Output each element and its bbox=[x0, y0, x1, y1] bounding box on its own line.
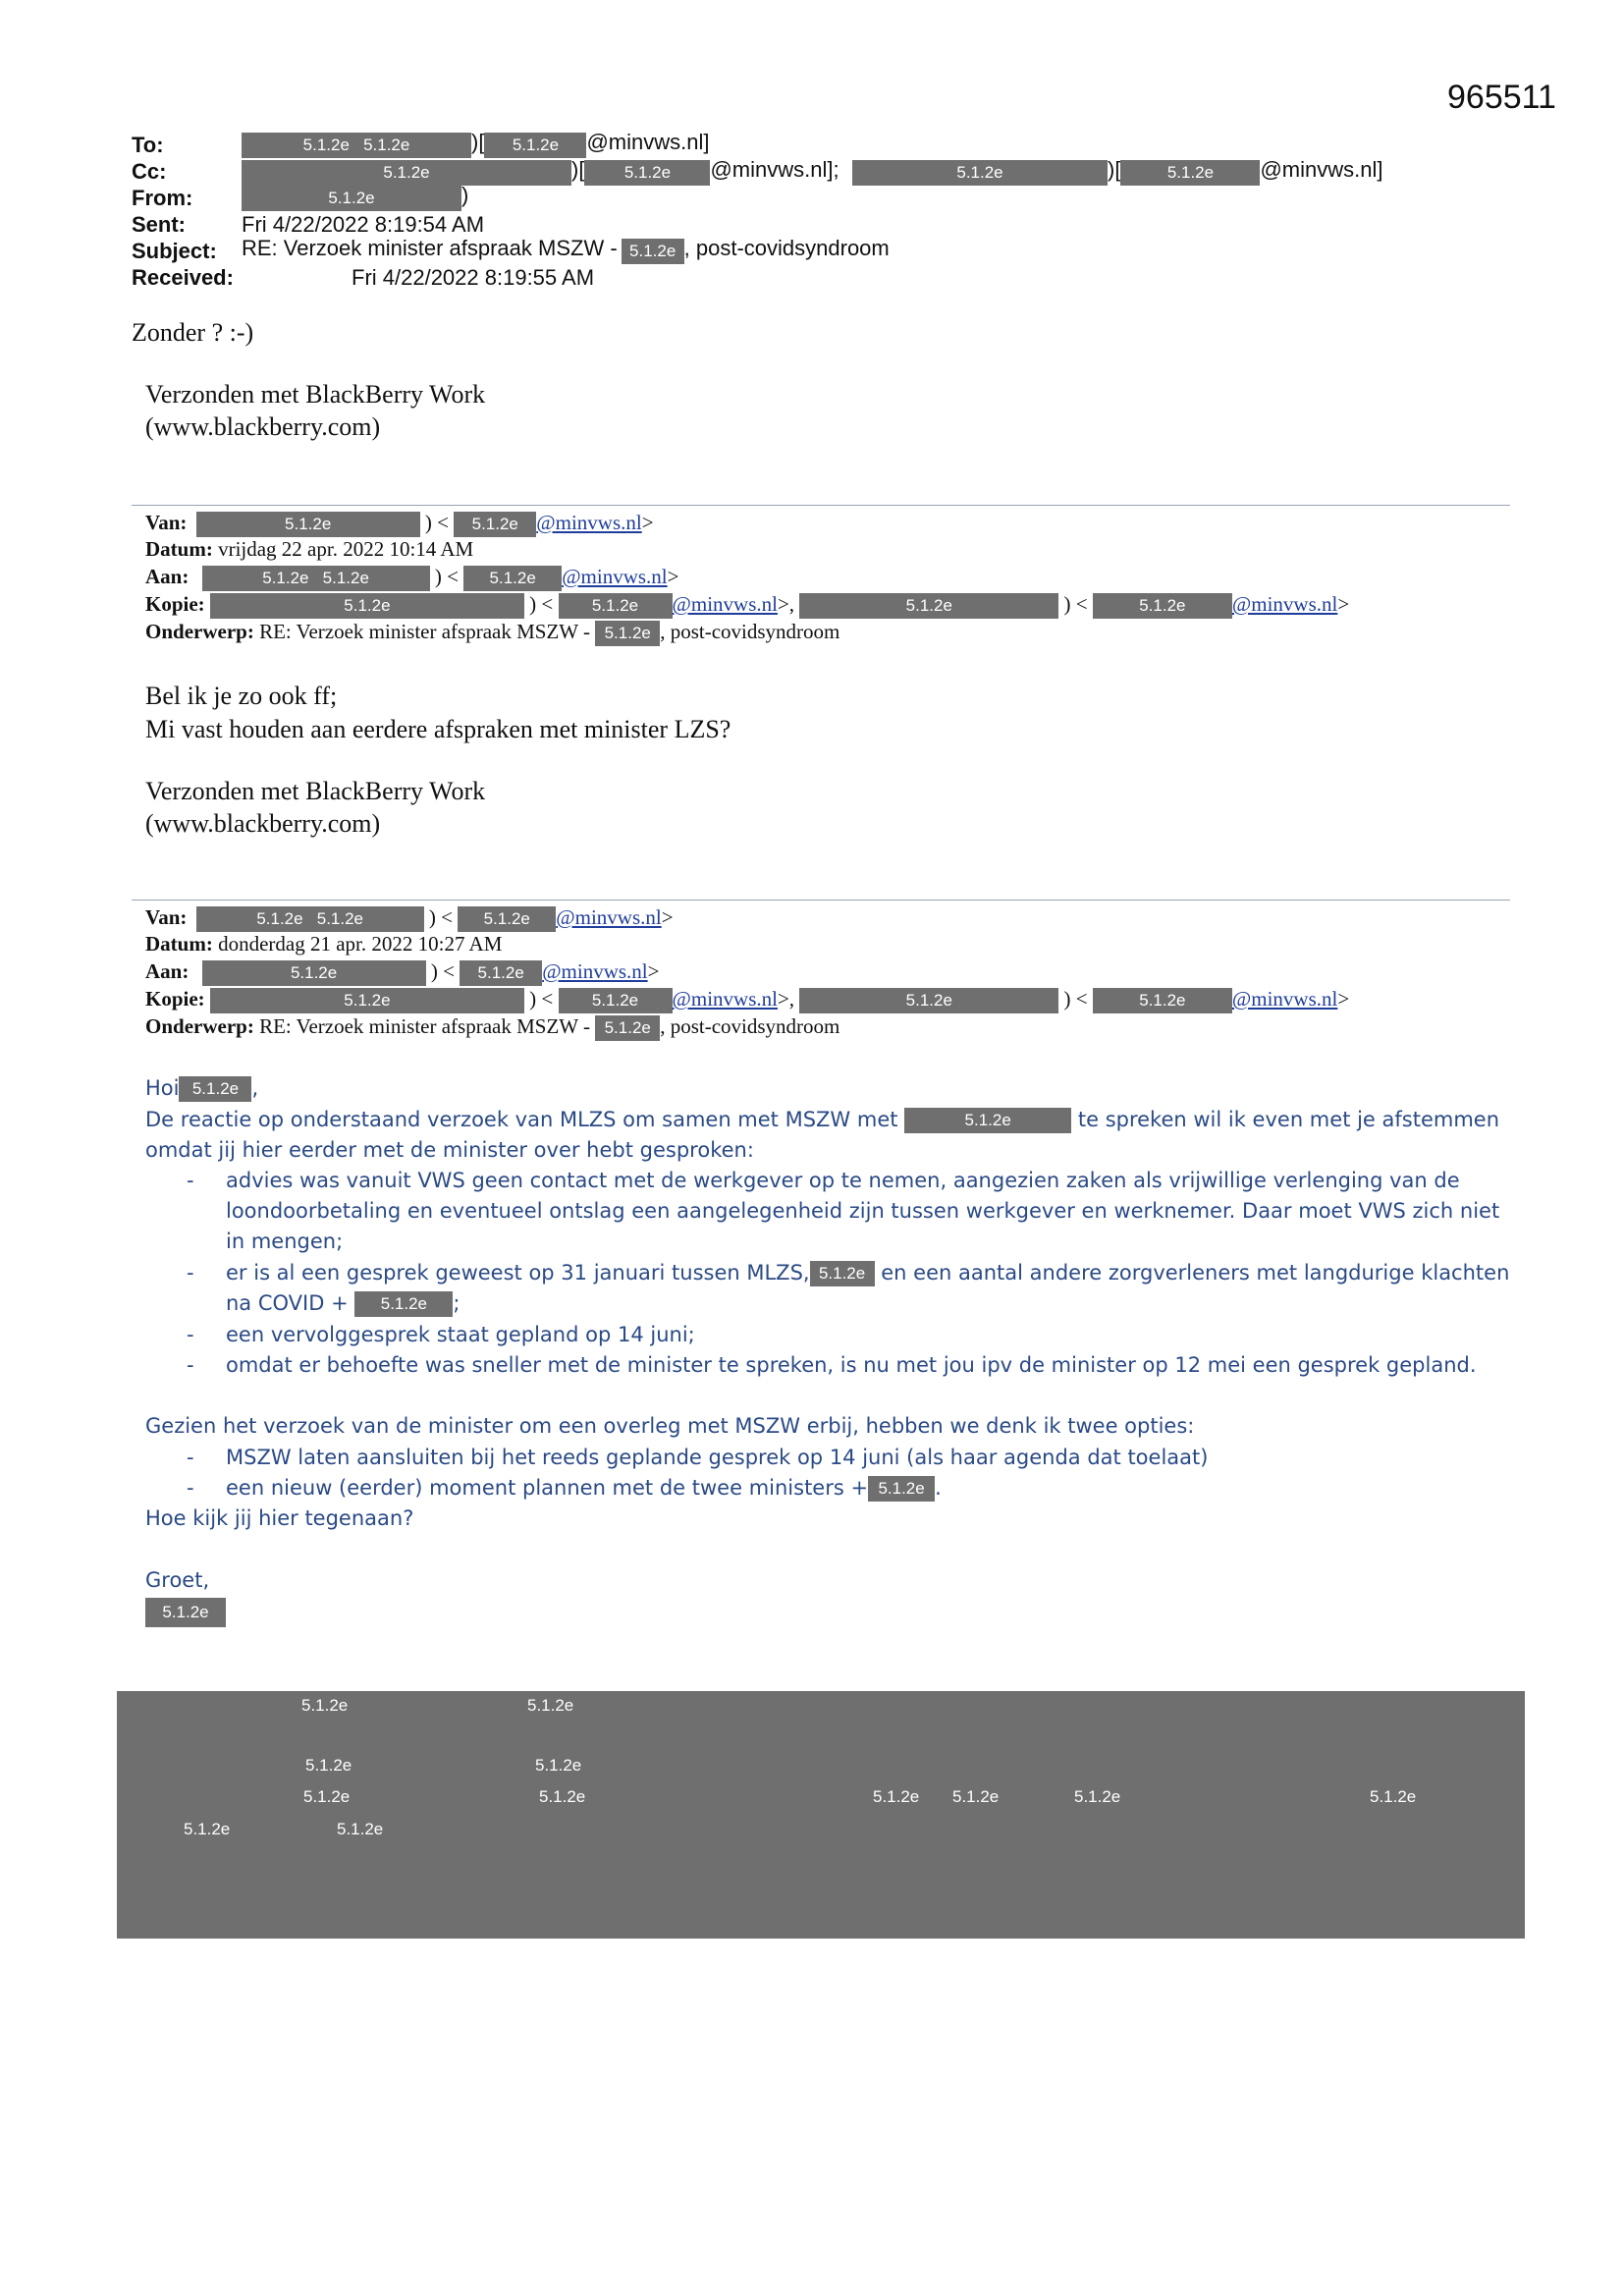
redaction: 5.1.2e bbox=[184, 1820, 231, 1838]
redaction: 5.1.2e bbox=[799, 988, 1058, 1013]
bullet-dash: - bbox=[187, 1169, 194, 1192]
redaction: 5.1.2e bbox=[337, 1820, 384, 1838]
redaction: 5.1.2e bbox=[622, 239, 684, 264]
datum-value: donderdag 21 apr. 2022 10:27 AM bbox=[218, 932, 503, 956]
body-text: Gezien het verzoek van de minister om een overleg met MSZW erbij, hebben we denk ik twee opties: bbox=[145, 1414, 1195, 1438]
body-text: te spreken wil ik even met je afstemmen bbox=[1077, 1108, 1500, 1131]
signature-line: Verzonden met BlackBerry Work bbox=[145, 380, 486, 409]
redaction: 5.1.2e bbox=[1370, 1787, 1417, 1806]
onderwerp-suffix: , post-covidsyndroom bbox=[660, 1014, 840, 1038]
bullet-dash: - bbox=[187, 1323, 194, 1346]
kopie-label: Kopie: bbox=[145, 592, 205, 616]
reply-text: Zonder ? :-) bbox=[132, 318, 254, 347]
kopie-label: Kopie: bbox=[145, 987, 205, 1011]
redaction: 5.1.2e bbox=[584, 160, 710, 186]
to-label: To: bbox=[132, 133, 164, 157]
to-domain: @minvws.nl] bbox=[586, 130, 710, 154]
redaction: 5.1.2e bbox=[484, 133, 586, 158]
onderwerp-prefix: RE: Verzoek minister afspraak MSZW - bbox=[259, 1014, 590, 1038]
received-value: Fri 4/22/2022 8:19:55 AM bbox=[352, 265, 595, 290]
body-text: De reactie op onderstaand verzoek van MLZS om samen met MSZW met bbox=[145, 1108, 898, 1131]
bullet-dash: - bbox=[187, 1261, 194, 1285]
redaction: 5.1.2e bbox=[535, 1756, 582, 1775]
bullet-dash: - bbox=[187, 1353, 194, 1377]
signature-line: (www.blackberry.com) bbox=[145, 412, 381, 441]
cc-domain: @minvws.nl]; bbox=[710, 157, 839, 182]
cc-domain-2: @minvws.nl] bbox=[1260, 157, 1383, 182]
redaction: 5.1.2e bbox=[458, 906, 556, 932]
redaction: 5.1.2e bbox=[810, 1261, 875, 1286]
redaction: 5.1.2e bbox=[1093, 593, 1232, 619]
redaction: 5.1.2e bbox=[305, 1756, 352, 1775]
subject-label: Subject: bbox=[132, 239, 217, 263]
redaction: 5.1.2e bbox=[454, 512, 536, 537]
body-line: Bel ik je zo ook ff; bbox=[145, 682, 338, 710]
divider bbox=[132, 900, 1510, 901]
bullet-text: in mengen; bbox=[226, 1230, 344, 1253]
redaction: 5.1.2e bbox=[1120, 160, 1260, 186]
aan-label: Aan: bbox=[145, 565, 189, 588]
redaction: 5.1.2e bbox=[303, 1787, 351, 1806]
bullet-dash: - bbox=[187, 1446, 194, 1469]
sent-value: Fri 4/22/2022 8:19:54 AM bbox=[242, 212, 485, 237]
redaction: 5.1.2e bbox=[595, 1015, 660, 1041]
bullet-text: omdat er behoefte was sneller met de minister te spreken, is nu met jou ipv de minister op 12 mei een gesprek gepland. bbox=[226, 1353, 1477, 1377]
bullet-text: een vervolggesprek staat gepland op 14 juni; bbox=[226, 1323, 695, 1346]
body-line: Mi vast houden aan eerdere afspraken met minister LZS? bbox=[145, 715, 731, 743]
redaction: 5.1.2e bbox=[799, 593, 1058, 619]
cc-label: Cc: bbox=[132, 159, 167, 184]
redaction: 5.1.2e bbox=[852, 160, 1108, 186]
signature-line: (www.blackberry.com) bbox=[145, 809, 381, 838]
redaction: 5.1.2e bbox=[145, 1598, 226, 1627]
redaction: 5.1.2e bbox=[595, 621, 660, 646]
datum-label: Datum: bbox=[145, 537, 213, 561]
redaction: 5.1.2e bbox=[460, 960, 542, 986]
redaction: 5.1.2e bbox=[242, 160, 571, 186]
email-link[interactable]: @minvws.nl bbox=[1231, 592, 1338, 616]
redaction: 5.1.2e bbox=[301, 1696, 349, 1715]
redaction: 5.1.2e bbox=[210, 593, 524, 619]
redaction: 5.1.2e bbox=[354, 1291, 453, 1317]
greeting: Hoi bbox=[145, 1076, 180, 1100]
onderwerp-label: Onderwerp: bbox=[145, 1014, 254, 1038]
redaction: 5.1.2e bbox=[179, 1076, 251, 1102]
datum-label: Datum: bbox=[145, 932, 213, 956]
email-link[interactable]: @minvws.nl bbox=[672, 987, 778, 1011]
bullet-text: er is al een gesprek geweest op 31 januari tussen MLZS, bbox=[226, 1261, 810, 1285]
bullet-dash: - bbox=[187, 1476, 194, 1500]
redacted-signature-block bbox=[117, 1691, 1525, 1939]
option-text: een nieuw (eerder) moment plannen met de twee ministers + bbox=[226, 1476, 869, 1500]
bullet-text: loondoorbetaling en eventueel ontslag een aangelegenheid zijn tussen werkgever en werknemer. Daar moet VWS zich niet bbox=[226, 1199, 1500, 1223]
onderwerp-prefix: RE: Verzoek minister afspraak MSZW - bbox=[259, 620, 590, 643]
option-text: MSZW laten aansluiten bij het reeds geplande gesprek op 14 juni (als haar agenda dat toelaat) bbox=[226, 1446, 1209, 1469]
redaction: 5.1.2e 5.1.2e bbox=[196, 906, 424, 932]
email-link[interactable]: @minvws.nl bbox=[562, 565, 668, 588]
redaction: 5.1.2e bbox=[868, 1476, 935, 1502]
email-link[interactable]: @minvws.nl bbox=[542, 959, 648, 983]
subject-prefix: RE: Verzoek minister afspraak MSZW - bbox=[242, 236, 618, 260]
redaction: 5.1.2e bbox=[527, 1696, 574, 1715]
onderwerp-suffix: , post-covidsyndroom bbox=[660, 620, 840, 643]
closing: Groet, bbox=[145, 1568, 210, 1592]
redaction: 5.1.2e bbox=[559, 988, 673, 1013]
redaction: 5.1.2e bbox=[539, 1787, 586, 1806]
redaction: 5.1.2e 5.1.2e bbox=[202, 566, 430, 591]
aan-label: Aan: bbox=[145, 959, 189, 983]
van-label: Van: bbox=[145, 511, 188, 534]
onderwerp-label: Onderwerp: bbox=[145, 620, 254, 643]
redaction: 5.1.2e bbox=[904, 1108, 1071, 1133]
redaction: 5.1.2e bbox=[952, 1787, 1000, 1806]
email-link[interactable]: @minvws.nl bbox=[556, 905, 662, 929]
received-label: Received: bbox=[132, 265, 234, 290]
email-link[interactable]: @minvws.nl bbox=[536, 511, 642, 534]
redaction: 5.1.2e bbox=[559, 593, 673, 619]
email-link[interactable]: @minvws.nl bbox=[672, 592, 778, 616]
bullet-text: en een aantal andere zorgverleners met langdurige klachten bbox=[881, 1261, 1510, 1285]
document-id: 965511 bbox=[1447, 79, 1556, 116]
redaction: 5.1.2e bbox=[202, 960, 426, 986]
signature-line: Verzonden met BlackBerry Work bbox=[145, 777, 486, 805]
redaction: 5.1.2e bbox=[210, 988, 524, 1013]
email-link[interactable]: @minvws.nl bbox=[1231, 987, 1338, 1011]
body-text: Hoe kijk jij hier tegenaan? bbox=[145, 1506, 414, 1530]
sent-label: Sent: bbox=[132, 212, 186, 237]
redaction: 5.1.2e bbox=[1074, 1787, 1121, 1806]
subject-suffix: , post-covidsyndroom bbox=[683, 236, 890, 260]
bullet-text: advies was vanuit VWS geen contact met de werkgever op te nemen, aangezien zaken als vrijwillige verlenging van de bbox=[226, 1169, 1460, 1192]
redaction: 5.1.2e bbox=[242, 186, 461, 211]
van-label: Van: bbox=[145, 905, 188, 929]
divider bbox=[132, 505, 1510, 506]
redaction: 5.1.2e bbox=[463, 566, 562, 591]
body-text: omdat jij hier eerder met de minister over hebt gesproken: bbox=[145, 1138, 754, 1162]
redaction: 5.1.2e bbox=[196, 512, 420, 537]
redaction: 5.1.2e bbox=[873, 1787, 920, 1806]
from-label: From: bbox=[132, 186, 193, 210]
datum-value: vrijdag 22 apr. 2022 10:14 AM bbox=[218, 537, 474, 561]
bullet-text: na COVID + bbox=[226, 1291, 349, 1315]
redaction: 5.1.2e 5.1.2e bbox=[242, 133, 471, 158]
redaction: 5.1.2e bbox=[1093, 988, 1232, 1013]
